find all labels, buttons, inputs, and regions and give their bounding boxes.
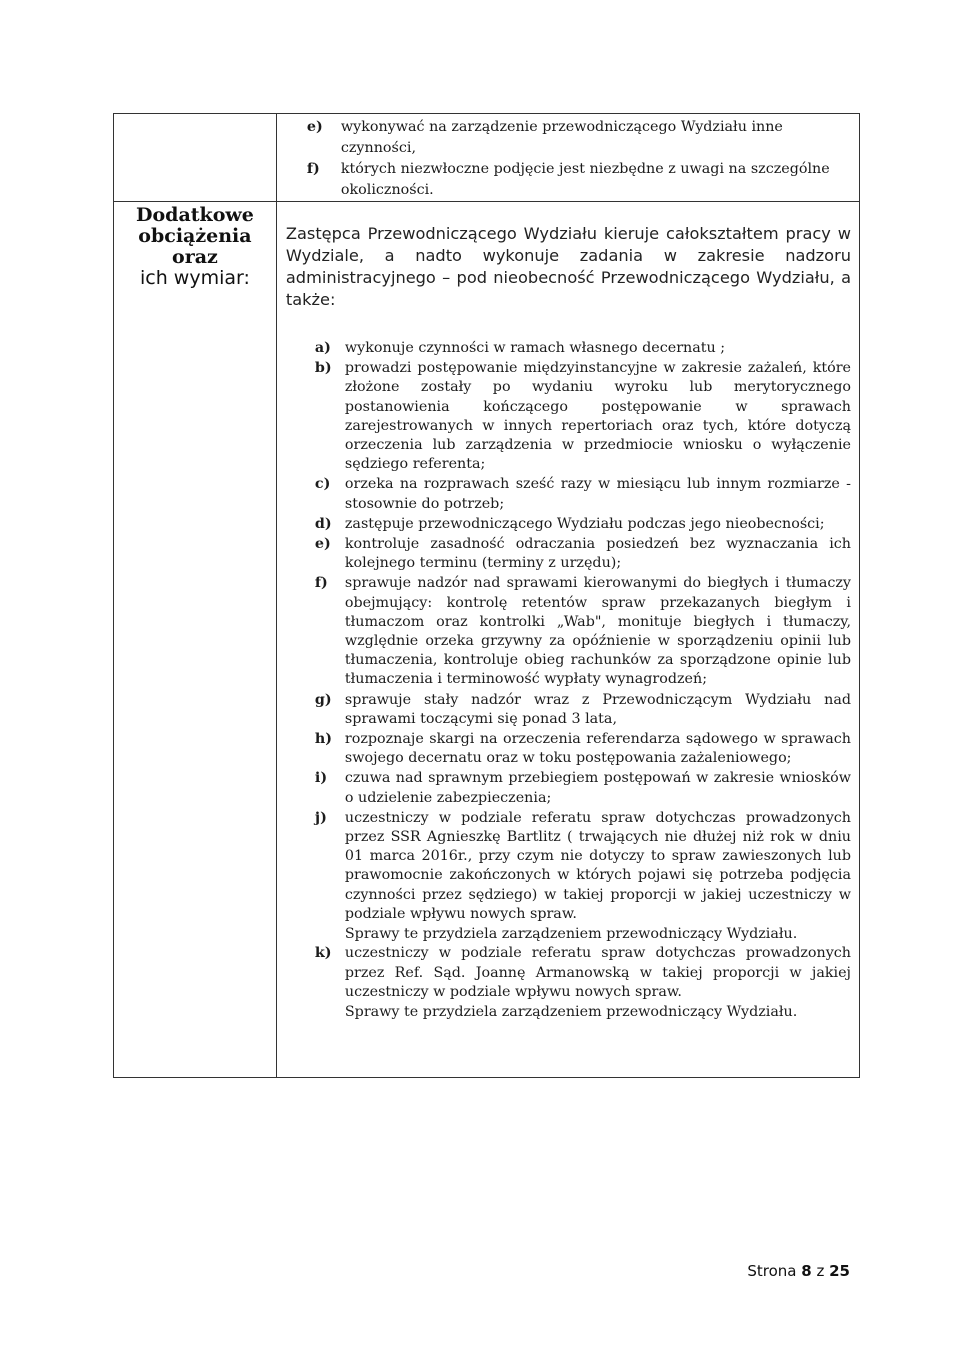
list-item <box>315 809 851 924</box>
page-number-prefix: Strona <box>747 1262 797 1280</box>
page-number <box>747 1262 850 1280</box>
list-item <box>315 730 851 768</box>
list-marker: f) <box>314 575 328 592</box>
intro-paragraph: Zastępca Przewodniczącego Wydziału kieruje całokształtem pracy w Wydziale, a nadto wykonuje zadania w zakresie nadzoru administracyjnego – pod nieobecność Przewodniczącego Wydziału, a także: <box>285 224 851 309</box>
list-marker: b) <box>314 360 332 377</box>
list-item-text: uczestniczy w podziale referatu spraw dotychczas prowadzonych przez Ref. Sąd. Joannę Armanowską w takiej proporcji w jakiej uczestniczy w podziale wpływu nowych spraw. <box>344 945 851 1000</box>
table-row <box>114 202 860 1078</box>
label-line: obciążenia oraz <box>138 225 252 268</box>
table-row <box>114 114 860 202</box>
list-marker: c) <box>314 476 331 493</box>
label-cell <box>114 202 277 1078</box>
list-item-text: wykonuje czynności w ramach własnego decernatu ; <box>344 340 726 356</box>
page-number-current: 8 <box>801 1262 812 1280</box>
page-number-total: 25 <box>829 1262 850 1280</box>
label-line: Dodatkowe <box>136 204 254 226</box>
row-label <box>114 202 276 289</box>
list-marker: d) <box>314 515 332 532</box>
list-item-text: zastępuje przewodniczącego Wydziału podczas jego nieobecności; <box>344 515 825 532</box>
duties-list <box>277 311 859 1022</box>
list-item-text: czuwa nad sprawnym przebiegiem postępowań w zakresie wniosków o udzielenie zabezpieczenia; <box>344 770 851 806</box>
list-item-text: uczestniczy w podziale referatu spraw dotychczas prowadzonych przez SSR Agnieszkę Bartlitz ( trwających nie dłużej niż rok w dniu 01 marca 2016r., przy czym nie dotyczy to spraw zawieszonych lub prawomocnie zakończonych w których pojawi się potrzeba podjęcia czynności przez sędziego) w takiej proporcji w jakiej uczestniczy w podziale wpływu nowych spraw. <box>344 809 851 922</box>
top-list <box>277 114 859 201</box>
list-item <box>315 515 851 534</box>
empty-label-cell <box>114 114 277 202</box>
main-content-cell <box>276 202 859 1078</box>
list-item <box>315 359 851 474</box>
list-item <box>315 574 851 689</box>
list-item <box>315 535 851 573</box>
list-item <box>315 944 851 1002</box>
list-item-text: kontroluje zasadność odraczania posiedzeń bez wyznaczania ich kolejnego terminu (terminy z urzędu); <box>344 536 851 572</box>
list-item <box>307 159 849 201</box>
top-content-cell <box>276 114 859 202</box>
list-marker: g) <box>314 691 332 708</box>
list-item <box>315 339 851 358</box>
list-marker: e) <box>314 536 331 553</box>
list-item-text: sprawuje nadzór nad sprawami kierowanymi do biegłych i tłumaczy obejmujący: kontrolę retentów spraw przekazanych biegłym i tłumaczom oraz kontrolki „Wab", monituje biegłych i tłumaczy, względnie orzeka grzywny za opóźnienie w sporządzeniu opinii lub tłumaczenia, kontroluje obieg rachunków za sporządzone opinie lub tłumaczenia i terminowość wypłaty wynagrodzeń; <box>344 575 851 688</box>
list-item-note: Sprawy te przydziela zarządzeniem przewodniczący Wydziału. <box>344 926 798 943</box>
label-line: ich wymiar: <box>139 267 250 289</box>
list-item-text: sprawuje stały nadzór wraz z Przewodniczącym Wydziału nad sprawami toczącymi się ponad 3 lata, <box>344 691 851 727</box>
list-marker: h) <box>314 731 333 748</box>
list-item <box>315 691 851 729</box>
list-marker: a) <box>314 340 331 356</box>
list-item <box>315 475 851 513</box>
list-item <box>315 769 851 807</box>
list-item-text: rozpoznaje skargi na orzeczenia referendarza sądowego w sprawach swojego decernatu oraz w toku postępowania zażaleniowego; <box>344 731 851 767</box>
page-number-sep: z <box>816 1262 825 1280</box>
list-item-text: wykonywać na zarządzenie przewodniczącego Wydziału inne czynności, <box>340 119 783 156</box>
duties-table <box>113 113 860 1078</box>
list-marker: j) <box>314 809 327 826</box>
list-marker: i) <box>314 770 328 787</box>
list-marker: k) <box>314 945 332 962</box>
list-item-text: prowadzi postępowanie międzyinstancyjne w zakresie zażaleń, które złożone zostały po wydaniu wyroku lub merytorycznego postanowienia kończącego postępowanie w sprawach zarejestrowanych w innych repertoriach oraz tych, które dotyczą orzeczenia lub zarządzenia w przedmiocie wniosku o wyłączenie sędziego referenta; <box>344 360 851 473</box>
list-item-text: których niezwłoczne podjęcie jest niezbędne z uwagi na szczególne okoliczności. <box>340 161 830 198</box>
list-item-text: orzeka na rozprawach sześć razy w miesiącu lub innym rozmiarze - stosownie do potrzeb; <box>344 476 851 512</box>
list-marker: f) <box>306 161 320 177</box>
list-marker: e) <box>306 119 323 135</box>
list-item-note: Sprawy te przydziela zarządzeniem przewodniczący Wydziału. <box>344 1003 798 1020</box>
list-item <box>307 117 849 159</box>
